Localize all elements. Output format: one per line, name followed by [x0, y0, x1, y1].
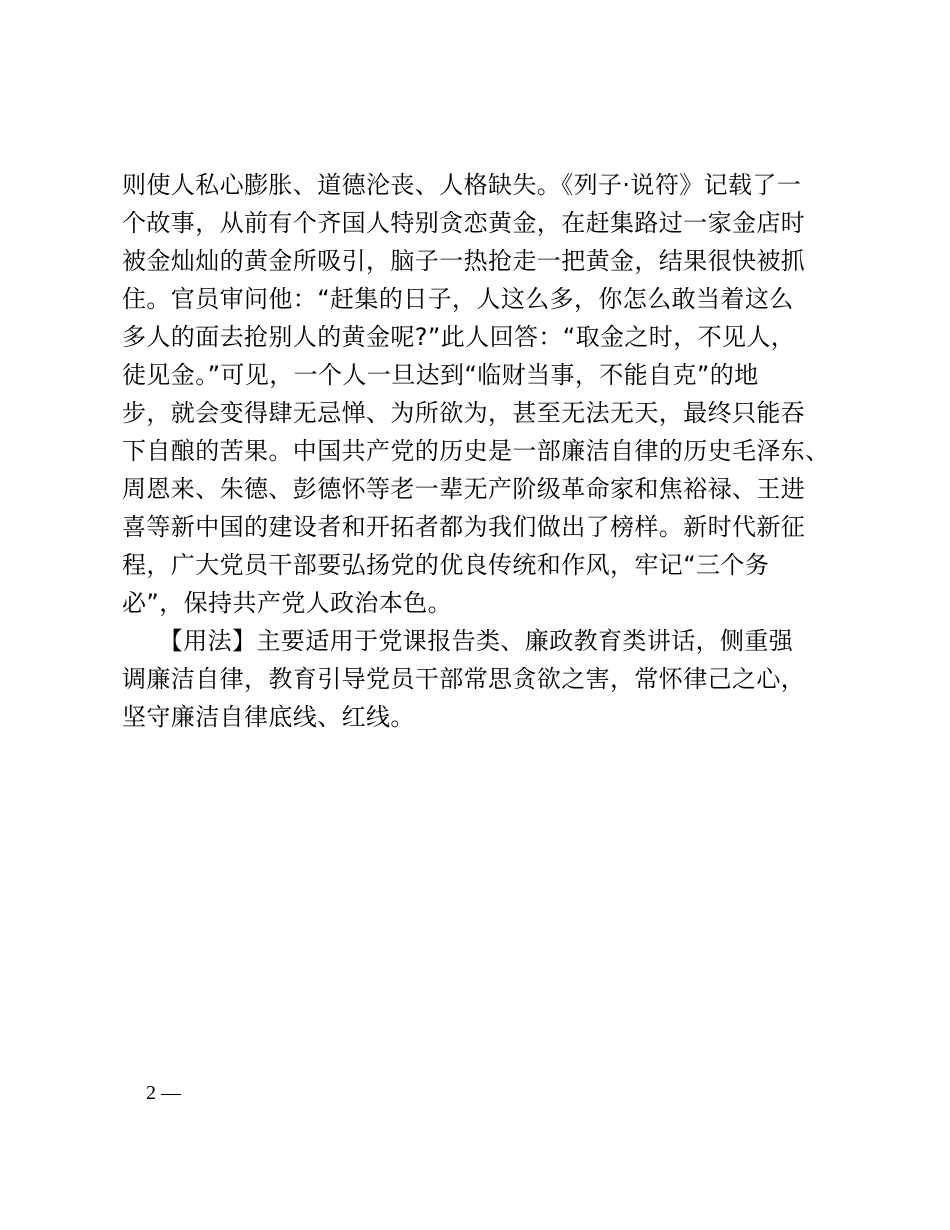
text-line: 被金灿灿的黄金所吸引，脑子一热抢走一把黄金，结果很快被抓	[122, 247, 806, 275]
usage-paragraph-line: 坚守廉洁自律底线、红线。	[122, 703, 415, 731]
text-line: 多人的面去抢别人的黄金呢?”此人回答：“取金之时，不见人，	[122, 323, 796, 351]
text-line: 住。官员审问他：“赶集的日子，人这么多，你怎么敢当着这么	[122, 285, 794, 313]
text-line: 程，广大党员干部要弘扬党的优良传统和作风，牢记“三个务	[122, 551, 770, 579]
text-line: 则使人私心膨胀、道德沦丧、人格缺失。《列子·说符》记载了一	[122, 171, 802, 199]
text-line: 喜等新中国的建设者和开拓者都为我们做出了榜样。新时代新征	[122, 513, 806, 541]
text-line: 必”，保持共产党人政治本色。	[122, 589, 453, 617]
text-line: 周恩来、朱德、彭德怀等老一辈无产阶级革命家和焦裕禄、王进	[122, 475, 806, 503]
page-number: 2 —	[146, 1082, 181, 1104]
usage-paragraph-line: 调廉洁自律，教育引导党员干部常思贪欲之害，常怀律己之心，	[122, 665, 806, 693]
text-line: 步，就会变得肆无忌惮、为所欲为，甚至无法无天，最终只能吞	[122, 399, 806, 427]
text-line: 下自酿的苦果。中国共产党的历史是一部廉洁自律的历史毛泽东、	[122, 437, 830, 465]
text-line: 个故事，从前有个齐国人特别贪恋黄金，在赶集路过一家金店时	[122, 209, 806, 237]
text-line: 徒见金。”可见，一个人一旦达到“临财当事，不能自克”的地	[122, 361, 759, 389]
usage-paragraph-line: 【用法】主要适用于党课报告类、廉政教育类讲话，侧重强	[122, 627, 794, 655]
body-text	[122, 166, 842, 736]
